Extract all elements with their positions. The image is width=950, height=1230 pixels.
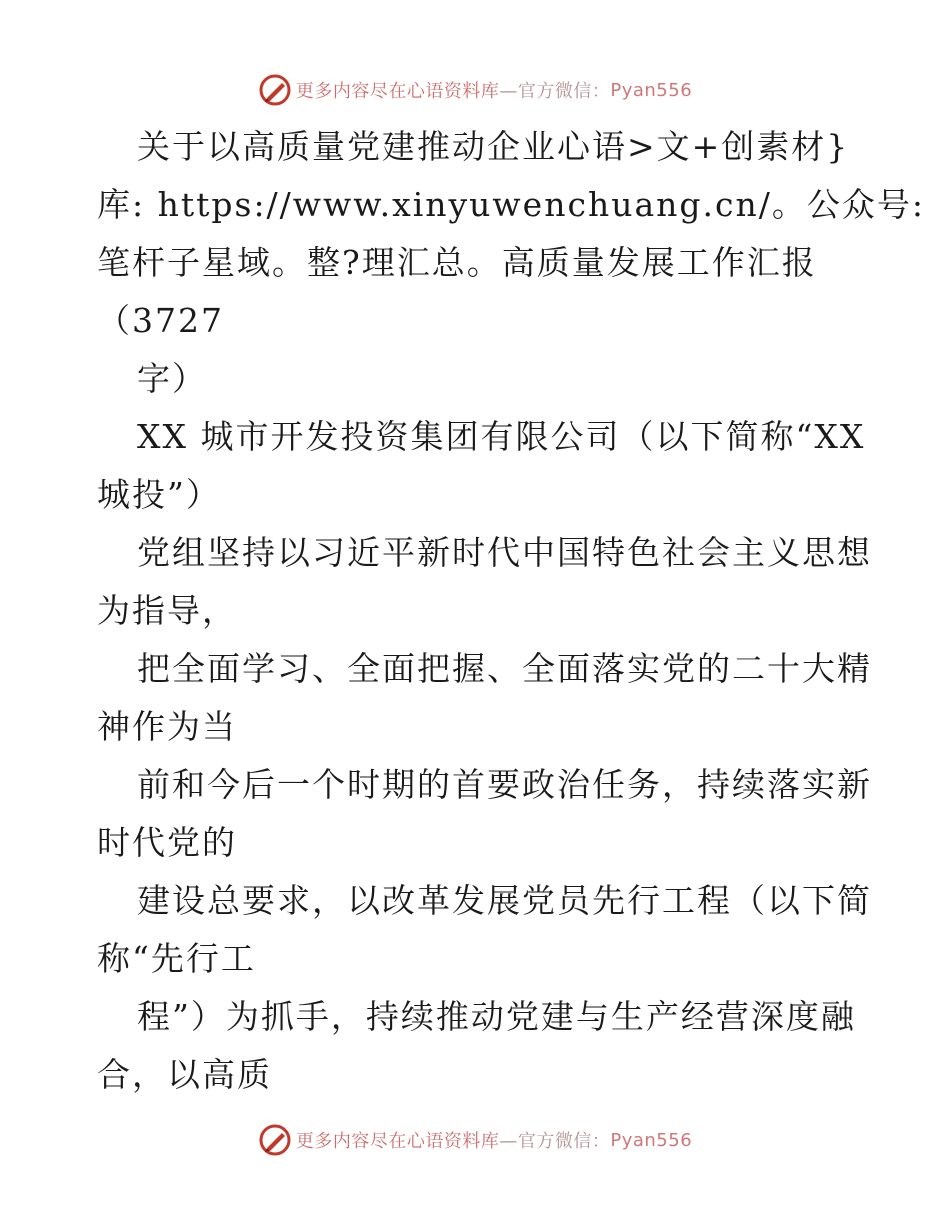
text-line: XX 城市开发投资集团有限公司（以下简称“XX (137, 417, 866, 456)
text-line: 关于以高质量党建推动企业心语>文+创素材} (137, 127, 850, 166)
watermark-wechat-id: Pyan556 (610, 79, 693, 101)
text-line: 党组坚持以习近平新时代中国特色社会主义思想 (137, 533, 872, 572)
footer-watermark (0, 1122, 950, 1158)
text-line: 时代党的 (97, 823, 237, 862)
text-line: 建设总要求，以改革发展党员先行工程（以下简 (137, 881, 872, 920)
text-line: 称“先行工 (97, 939, 256, 978)
text-line: 字） (137, 359, 207, 398)
pen-logo-icon (258, 73, 292, 107)
text-line: 合，以高质 (97, 1055, 272, 1094)
text-line: 程”）为抓手，持续推动党建与生产经营深度融 (137, 997, 856, 1036)
watermark-official-label: —官方微信： (499, 1131, 611, 1152)
text-line: 城投”） (97, 475, 221, 514)
text-line: 把全面学习、全面把握、全面落实党的二十大精 (137, 649, 872, 688)
text-line: 库: https://www.xinyuwenchuang.cn/。公众号: (97, 185, 925, 224)
header-watermark (0, 72, 950, 108)
watermark-wechat-id: Pyan556 (610, 1129, 693, 1151)
watermark-brand: 更多内容尽在心语资料库 (295, 81, 500, 102)
watermark-official-label: —官方微信： (499, 81, 611, 102)
watermark-brand: 更多内容尽在心语资料库 (295, 1131, 500, 1152)
text-line: 前和今后一个时期的首要政治任务，持续落实新 (137, 765, 872, 804)
document-body (97, 118, 925, 1104)
text-line: 笔杆子星域。整?理汇总。高质量发展工作汇报 (97, 243, 817, 282)
text-line: 神作为当 (97, 707, 237, 746)
pen-logo-icon (258, 1123, 292, 1157)
text-line: （3727 (97, 301, 224, 340)
text-line: 为指导， (97, 591, 237, 630)
